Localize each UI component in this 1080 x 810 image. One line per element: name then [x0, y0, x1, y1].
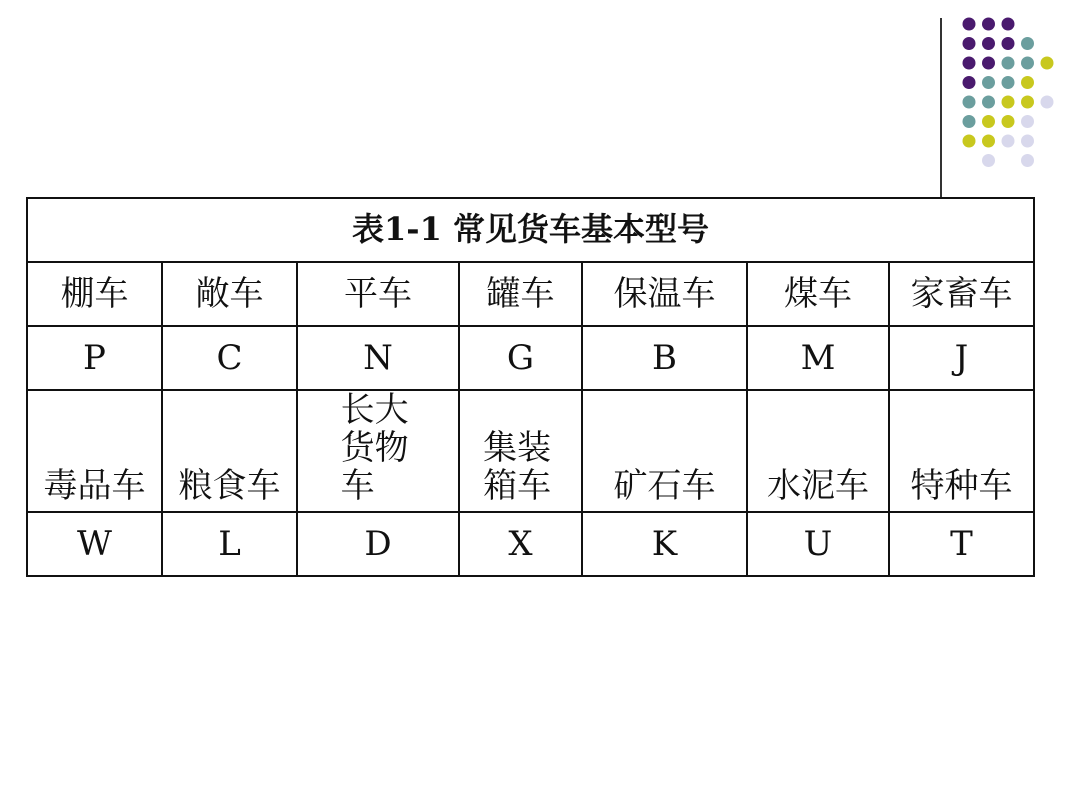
table-row [27, 390, 1034, 512]
decorative-dot [963, 76, 976, 89]
divider-line [940, 18, 942, 198]
decorative-dot [963, 115, 976, 128]
table-cell: W [27, 512, 162, 576]
decorative-dot [1002, 115, 1015, 128]
table-cell: 平车 [297, 262, 459, 326]
table-cell: 特种车 [889, 390, 1034, 512]
decorative-dot [963, 135, 976, 148]
table-cell: 矿石车 [582, 390, 747, 512]
table-cell: M [747, 326, 889, 390]
table-cell: 罐车 [459, 262, 582, 326]
freight-car-table [26, 197, 1035, 577]
decorative-dot-grid [958, 14, 1068, 179]
decorative-dot [982, 37, 995, 50]
table-cell: U [747, 512, 889, 576]
table-cell: 保温车 [582, 262, 747, 326]
decorative-dot [1021, 96, 1034, 109]
decorative-dot [982, 76, 995, 89]
decorative-dot [1041, 96, 1054, 109]
table-row [27, 262, 1034, 326]
decorative-dot [1002, 76, 1015, 89]
decorative-dot [982, 57, 995, 70]
table-cell: P [27, 326, 162, 390]
decorative-dot [1021, 115, 1034, 128]
decorative-dot [1021, 76, 1034, 89]
table-row [27, 326, 1034, 390]
table-cell: D [297, 512, 459, 576]
table-cell: N [297, 326, 459, 390]
table-cell: B [582, 326, 747, 390]
table-cell: 粮食车 [162, 390, 297, 512]
decorative-dot [1021, 135, 1034, 148]
decorative-dot [982, 135, 995, 148]
table-cell: C [162, 326, 297, 390]
table-cell [459, 390, 582, 512]
decorative-dot [1002, 37, 1015, 50]
decorative-dot [1002, 57, 1015, 70]
decorative-dot [1041, 57, 1054, 70]
table-cell: G [459, 326, 582, 390]
table-cell-text: 长大货物车 [340, 390, 409, 507]
dot-grid-graphic [958, 14, 1068, 179]
decorative-dot [963, 57, 976, 70]
table-cell: 敞车 [162, 262, 297, 326]
decorative-dot [1002, 96, 1015, 109]
decorative-dot [982, 115, 995, 128]
table-cell: K [582, 512, 747, 576]
table-cell: 家畜车 [889, 262, 1034, 326]
table-cell: X [459, 512, 582, 576]
decorative-dot [963, 96, 976, 109]
table-cell: 毒品车 [27, 390, 162, 512]
table-cell: 棚车 [27, 262, 162, 326]
decorative-dot [1021, 154, 1034, 167]
decorative-dot [1002, 18, 1015, 31]
decorative-dot [982, 154, 995, 167]
table-title-row [27, 198, 1034, 262]
table-cell [297, 390, 459, 512]
table-cell: L [162, 512, 297, 576]
table-cell: J [889, 326, 1034, 390]
decorative-dot [1021, 37, 1034, 50]
decorative-dot [1002, 135, 1015, 148]
table-title: 表1-1 常见货车基本型号 [27, 198, 1034, 262]
table-cell: 煤车 [747, 262, 889, 326]
decorative-dot [982, 96, 995, 109]
decorative-dot [963, 18, 976, 31]
table-cell: 水泥车 [747, 390, 889, 512]
decorative-dot [982, 18, 995, 31]
table-cell: T [889, 512, 1034, 576]
decorative-dot [963, 37, 976, 50]
table-row [27, 512, 1034, 576]
decorative-dot [1021, 57, 1034, 70]
table-cell-text: 集装箱车 [483, 428, 552, 507]
